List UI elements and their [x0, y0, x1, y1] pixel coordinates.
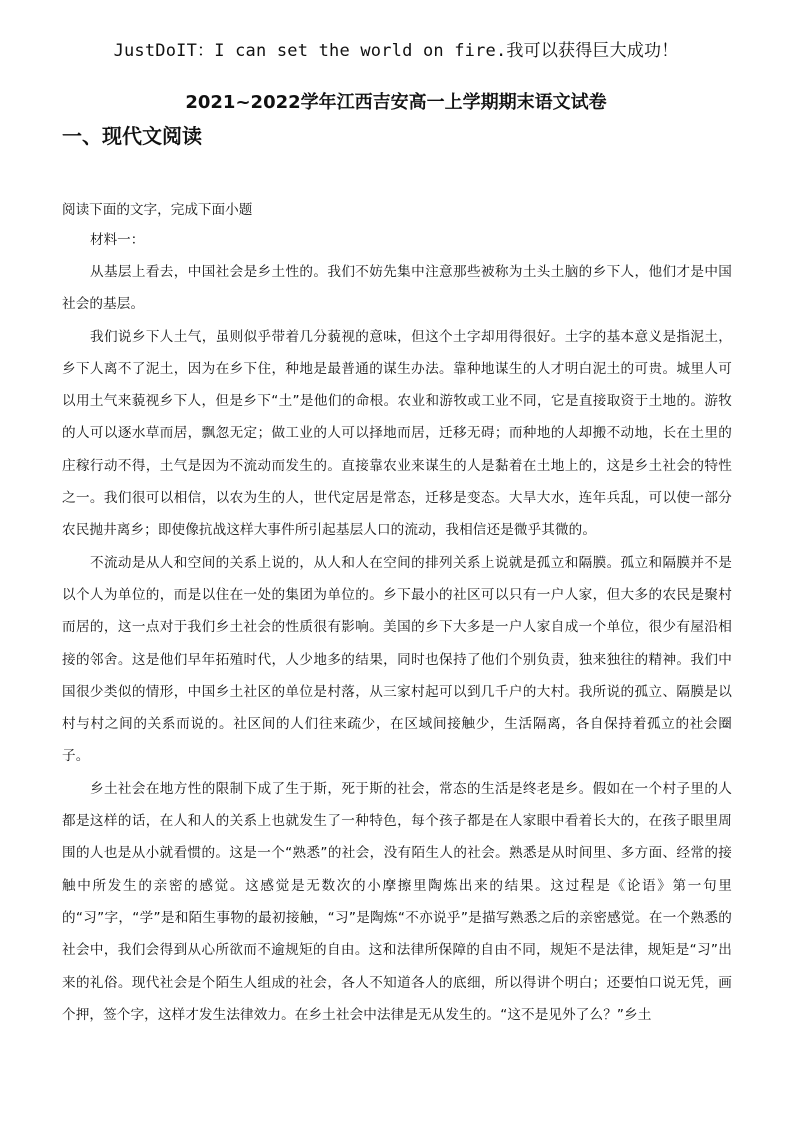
passage-paragraph-1: 从基层上看去，中国社会是乡土性的。我们不妨先集中注意那些被称为土头土脑的乡下人，他们才是中国社会的基层。: [62, 264, 732, 313]
section-heading: 一、现代文阅读: [62, 124, 202, 148]
reading-instruction: 阅读下面的文字，完成下面小题: [62, 202, 253, 218]
reading-passage: [62, 196, 732, 1031]
passage-paragraph-3: 不流动是从人和空间的关系上说的，从人和人在空间的排列关系上说就是孤立和隔膜。孤立和隔膜并不是以个人为单位的，而是以住在一处的集团为单位的。乡下最小的社区可以只有一户人家，但大多的农民是聚村而居的，这一点对于我们乡土社会的性质很有影响。美国的乡下大多是一户人家自成一个单位，很少有屋沿相接的邻舍。这是他们早年拓殖时代，人少地多的结果，同时也保持了他们个别负责，独来独往的精神。我们中国很少类似的情形，中国乡土社区的单位是村落，从三家村起可以到几千户的大村。我所说的孤立、隔膜是以村与村之间的关系而说的。社区间的人们往来疏少，在区域间接触少，生活隔离，各自保持着孤立的社会圈子。: [62, 554, 732, 765]
document-title: 2021~2022学年江西吉安高一上学期期末语文试卷: [185, 92, 607, 113]
page-header-motto: JustDoIT：I can set the world on fire.我可以获得巨大成功！: [113, 41, 679, 61]
passage-paragraph-4: 乡土社会在地方性的限制下成了生于斯，死于斯的社会，常态的生活是终老是乡。假如在一个村子里的人都是这样的话，在人和人的关系上也就发生了一种特色，每个孩子都是在人家眼中看着长大的，在孩子眼里周围的人也是从小就看惯的。这是一个“熟悉”的社会，没有陌生人的社会。熟悉是从时间里、多方面、经常的接触中所发生的亲密的感觉。这感觉是无数次的小摩擦里陶炼出来的结果。这过程是《论语》第一句里的“习”字，“学”是和陌生事物的最初接触，“习”是陶炼“不亦说乎”是描写熟悉之后的亲密感觉。在一个熟悉的社会中，我们会得到从心所欲而不逾规矩的自由。这和法律所保障的自由不同，规矩不是法律，规矩是“习”出来的礼俗。现代社会是个陌生人组成的社会，各人不知道各人的底细，所以得讲个明白；还要怕口说无凭，画个押，签个字，这样才发生法律效力。在乡土社会中法律是无从发生的。“这不是见外了么？”乡土: [62, 780, 732, 1023]
material-label: 材料一：: [90, 232, 145, 248]
passage-paragraph-2: 我们说乡下人土气，虽则似乎带着几分藐视的意味，但这个土字却用得很好。土字的基本意义是指泥土，乡下人离不了泥土，因为在乡下住，种地是最普通的谋生办法。靠种地谋生的人才明白泥土的可贵。城里人可以用土气来藐视乡下人，但是乡下“土”是他们的命根。农业和游牧或工业不同，它是直接取资于土地的。游牧的人可以逐水草而居，飘忽无定；做工业的人可以择地而居，迁移无碍；而种地的人却搬不动地，长在土里的庄稼行动不得，土气是因为不流动而发生的。直接靠农业来谋生的人是黏着在土地上的，这是乡土社会的特性之一。我们很可以相信，以农为生的人，世代定居是常态，迁移是变态。大旱大水，连年兵乱，可以使一部分农民抛井离乡；即使像抗战这样大事件所引起基层人口的流动，我相信还是微乎其微的。: [62, 328, 732, 539]
